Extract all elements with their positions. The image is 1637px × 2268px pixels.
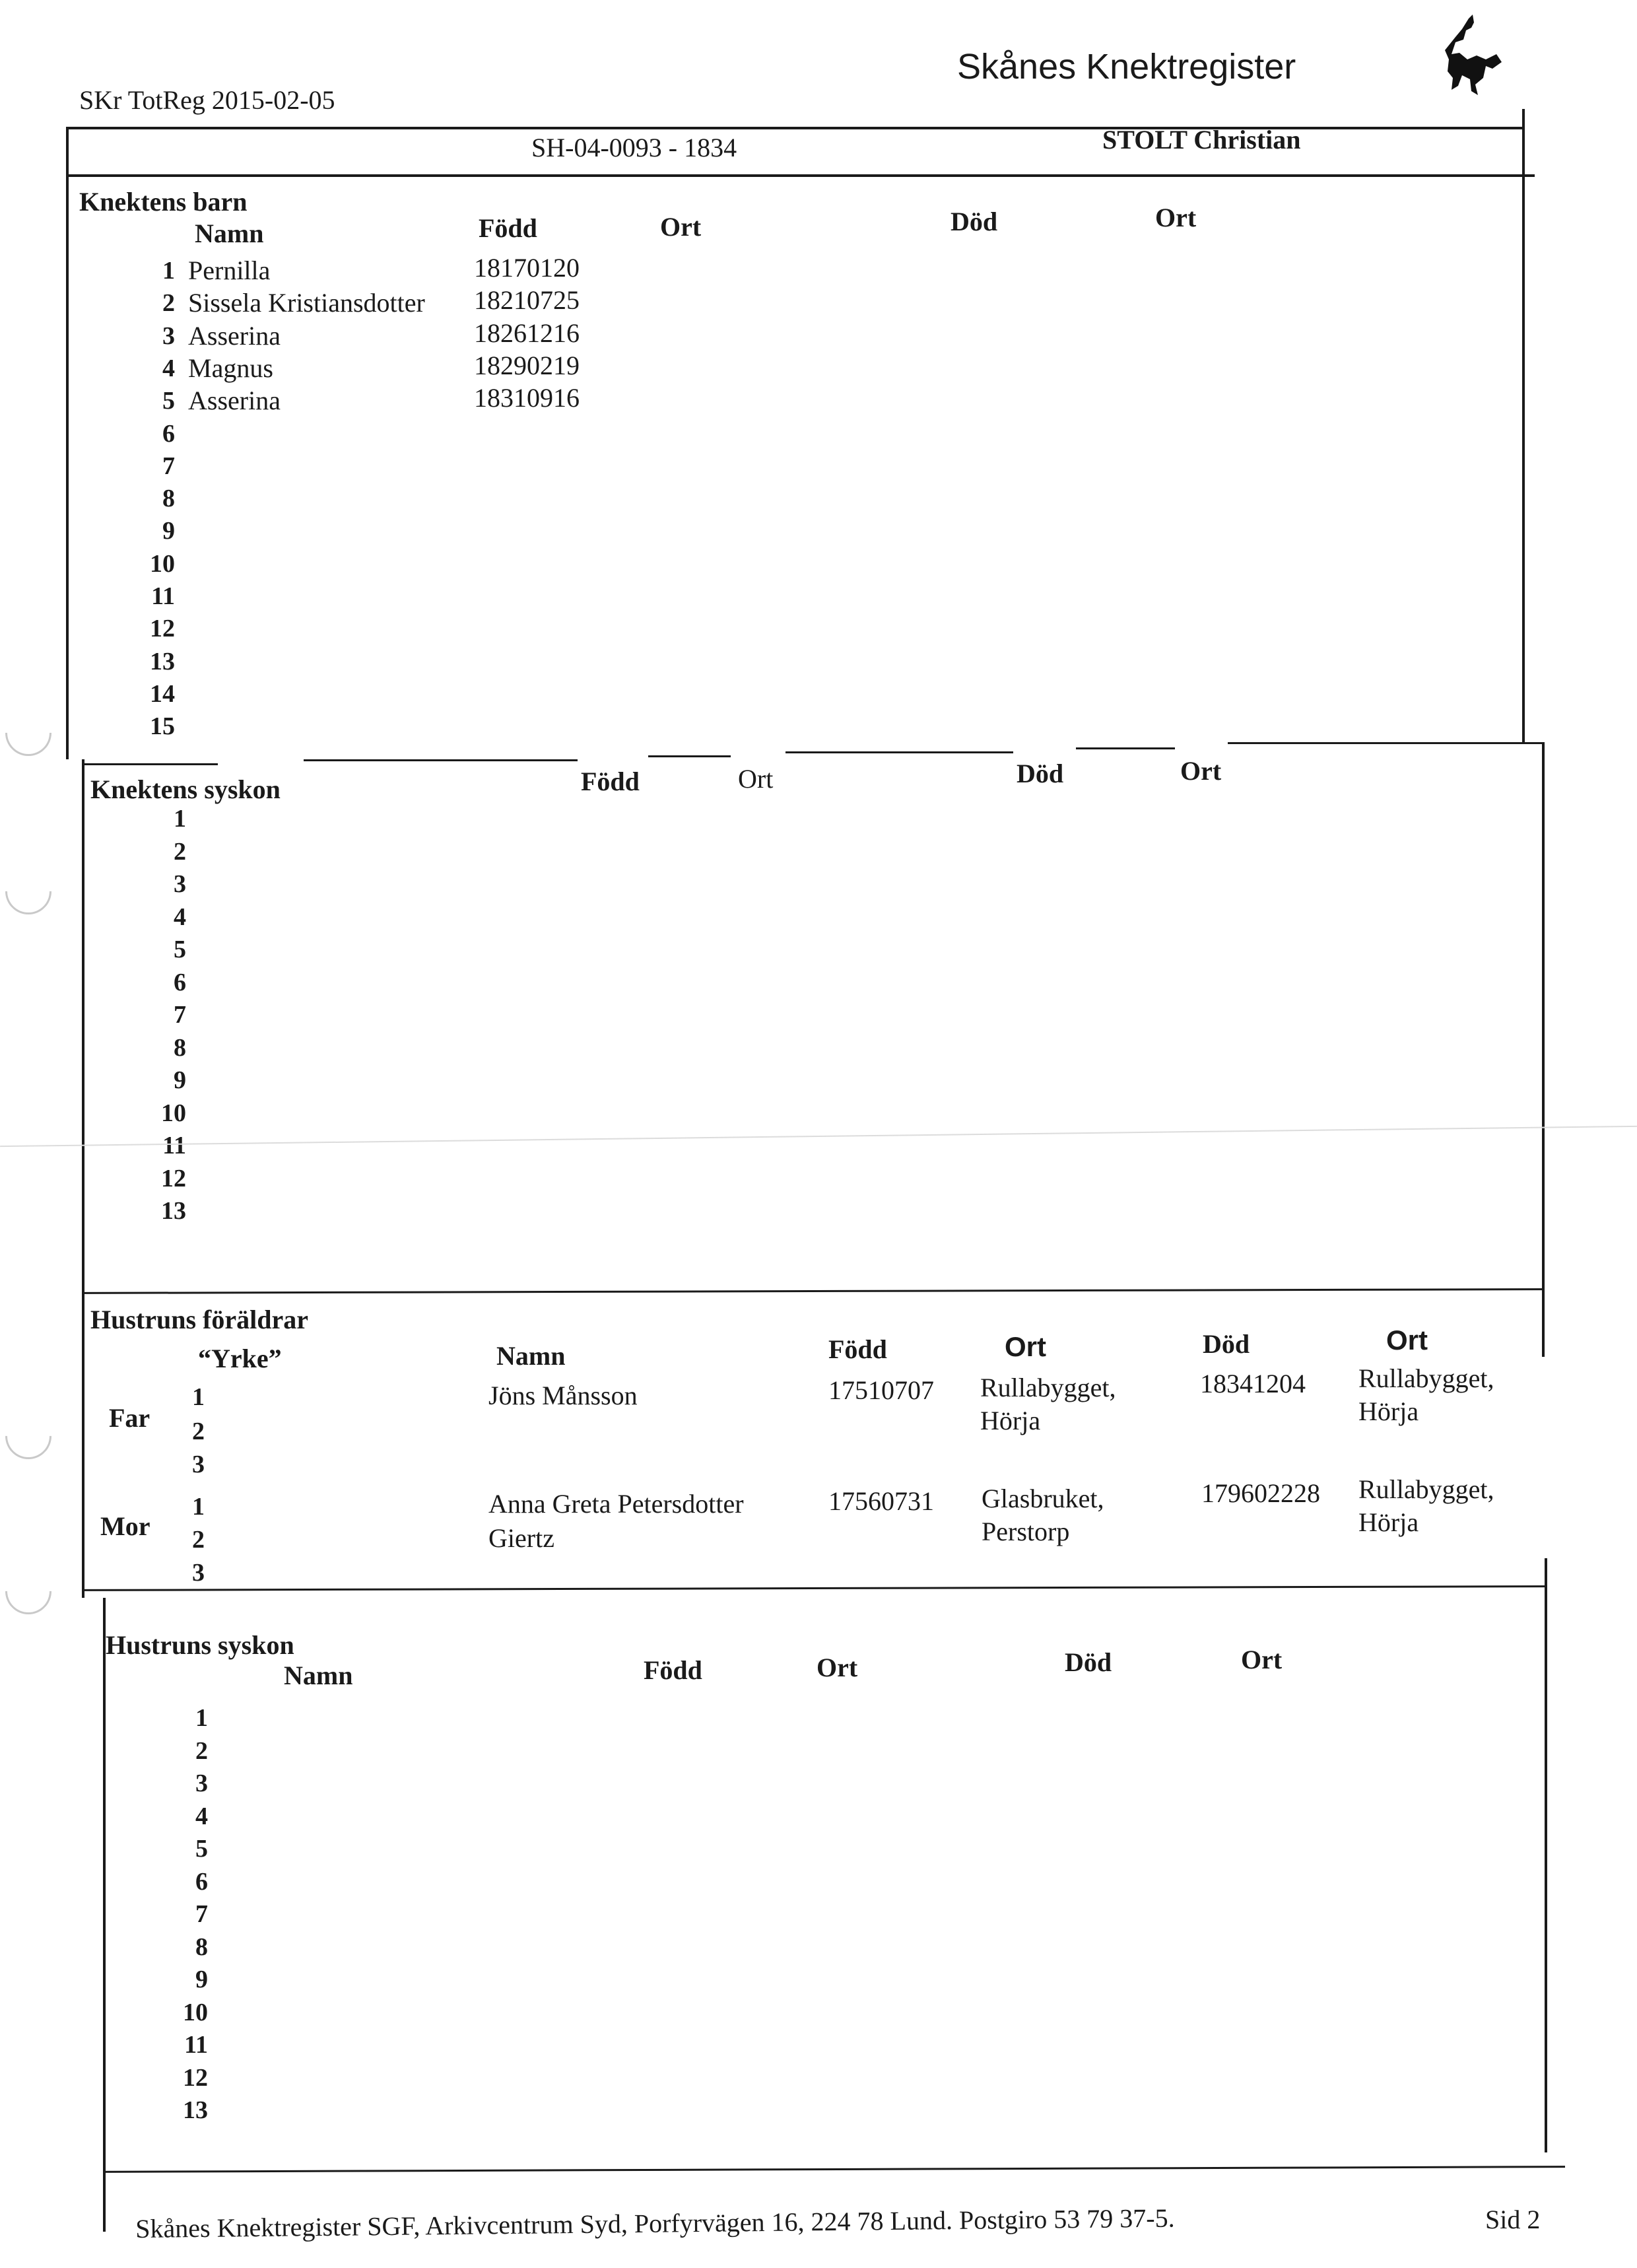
header-bottom-rule <box>66 174 1535 177</box>
punch-hole <box>0 1559 61 1624</box>
wife-sibling-number: 11 <box>184 2031 208 2059</box>
children-col-place: Ort <box>660 212 702 242</box>
child-number: 9 <box>162 517 175 545</box>
sibling-number: 11 <box>162 1132 186 1159</box>
sibling-number: 8 <box>174 1033 186 1062</box>
section-rule <box>785 751 1013 753</box>
mother-name-line-2: Giertz <box>488 1523 554 1553</box>
father-occ-2: 2 <box>192 1418 205 1445</box>
child-number: 14 <box>150 679 175 708</box>
mother-died-place-2: Hörja <box>1358 1507 1419 1537</box>
father-born-place-1: Rullabygget, <box>980 1373 1116 1402</box>
doc-reference: SKr TotReg 2015-02-05 <box>79 85 335 115</box>
children-section-title: Knektens barn <box>79 187 248 217</box>
child-number: 5 <box>162 387 175 415</box>
child-name: Sissela Kristiansdotter <box>188 288 425 318</box>
sibling-number: 7 <box>174 1001 186 1029</box>
frame-right-rule <box>1542 743 1545 1357</box>
sibling-number: 2 <box>174 837 186 866</box>
child-born: 18290219 <box>474 350 580 380</box>
child-born: 18170120 <box>474 253 580 283</box>
frame-left-rule <box>82 759 84 1598</box>
wife-sibling-number: 5 <box>195 1835 208 1863</box>
sibling-number: 12 <box>161 1164 186 1192</box>
child-number: 7 <box>162 452 175 480</box>
father-label: Far <box>109 1403 150 1433</box>
footer-rule <box>103 2166 1565 2173</box>
punch-hole <box>0 859 61 924</box>
siblings-col-place: Ort <box>738 764 774 794</box>
father-occ-1: 1 <box>192 1383 205 1411</box>
section-rule <box>1076 747 1175 749</box>
sibling-number: 3 <box>174 870 186 898</box>
mother-born-place-2: Perstorp <box>982 1517 1070 1546</box>
father-died-place-2: Hörja <box>1358 1396 1419 1426</box>
section-rule <box>1228 742 1545 744</box>
fold-crease <box>0 1126 1637 1147</box>
wife-sibling-number: 3 <box>195 1770 208 1797</box>
mother-occ-3: 3 <box>192 1559 205 1587</box>
child-number: 13 <box>150 647 175 675</box>
wife-sibling-number: 8 <box>195 1933 208 1961</box>
sibling-number: 6 <box>174 968 186 996</box>
child-number: 1 <box>162 257 175 285</box>
child-number: 8 <box>162 485 175 513</box>
frame-right-rule <box>1545 1558 1547 2152</box>
father-died: 18341204 <box>1200 1369 1306 1398</box>
father-born-place-2: Hörja <box>980 1406 1041 1435</box>
child-number: 12 <box>150 615 175 643</box>
child-born: 18310916 <box>474 383 580 413</box>
occupation-label: “Yrke” <box>198 1344 282 1373</box>
mother-born-place-1: Glasbruket, <box>982 1484 1104 1513</box>
child-number: 2 <box>162 289 175 318</box>
child-number: 3 <box>162 322 175 350</box>
wife-siblings-section-title: Hustruns syskon <box>106 1630 294 1660</box>
punch-hole <box>0 1404 61 1469</box>
sibling-number: 9 <box>174 1066 186 1094</box>
wife-siblings-col-place: Ort <box>817 1653 858 1682</box>
wife-sibling-number: 10 <box>183 1998 208 2026</box>
wife-parents-section-title: Hustruns föräldrar <box>90 1305 308 1334</box>
wife-sibling-number: 12 <box>183 2063 208 2092</box>
child-name: Pernilla <box>188 256 271 285</box>
soldier-id: SH-04-0093 - 1834 <box>531 133 737 162</box>
father-name: Jöns Månsson <box>488 1381 638 1410</box>
siblings-section-title: Knektens syskon <box>90 774 281 804</box>
child-number: 10 <box>150 549 175 578</box>
mother-name-line-1: Anna Greta Petersdotter <box>488 1489 744 1519</box>
footer-address: Skånes Knektregister SGF, Arkivcentrum Syd, Porfyrvägen 16, 224 78 Lund. Postgiro 53 79 37-5. <box>135 2203 1175 2244</box>
father-occ-3: 3 <box>192 1451 205 1478</box>
horse-rider-icon <box>1436 13 1508 99</box>
child-born: 18261216 <box>474 318 580 348</box>
section-rule <box>84 1288 1543 1294</box>
mother-born: 17560731 <box>828 1486 934 1516</box>
children-col-name: Namn <box>195 219 264 248</box>
mother-died: 179602228 <box>1201 1478 1320 1508</box>
child-born: 18210725 <box>474 285 580 316</box>
mother-occ-2: 2 <box>192 1526 205 1554</box>
sibling-number: 1 <box>174 805 186 833</box>
wife-siblings-col-died: Död <box>1065 1647 1112 1677</box>
wife-sibling-number: 13 <box>183 2096 208 2124</box>
punch-hole <box>0 701 61 766</box>
sibling-number: 10 <box>161 1099 186 1127</box>
parents-col-name: Namn <box>496 1341 566 1371</box>
father-died-place-1: Rullabygget, <box>1358 1363 1494 1393</box>
sibling-number: 13 <box>161 1197 186 1225</box>
wife-sibling-number: 2 <box>195 1736 208 1765</box>
soldier-name: STOLT Christian <box>1102 125 1301 155</box>
wife-sibling-number: 9 <box>195 1966 208 1993</box>
parents-col-born: Född <box>828 1334 887 1364</box>
wife-sibling-number: 6 <box>195 1867 208 1896</box>
children-col-place2: Ort <box>1155 203 1197 232</box>
wife-siblings-col-place2: Ort <box>1241 1645 1283 1674</box>
child-name: Asserina <box>188 320 281 351</box>
child-name: Magnus <box>188 353 273 383</box>
child-number: 15 <box>150 712 175 741</box>
parents-col-place: Ort <box>1005 1331 1046 1362</box>
mother-label: Mor <box>100 1511 150 1541</box>
frame-left-rule <box>66 129 69 759</box>
child-name: Asserina <box>188 386 281 416</box>
section-rule <box>84 1585 1547 1591</box>
frame-top-rule <box>66 127 1525 129</box>
siblings-col-born: Född <box>581 767 640 796</box>
parents-col-died: Död <box>1203 1329 1250 1359</box>
children-col-born: Född <box>479 213 537 243</box>
child-number: 11 <box>151 582 175 610</box>
wife-sibling-number: 7 <box>195 1900 208 1928</box>
children-col-died: Död <box>951 207 998 236</box>
wife-sibling-number: 4 <box>195 1802 208 1830</box>
sibling-number: 4 <box>174 903 186 931</box>
child-number: 4 <box>162 354 175 382</box>
frame-right-rule <box>1522 109 1525 743</box>
brand-title: Skånes Knektregister <box>957 47 1296 86</box>
parents-col-place2: Ort <box>1386 1324 1428 1356</box>
frame-left-rule <box>103 1598 106 2232</box>
wife-siblings-col-born: Född <box>644 1655 702 1685</box>
sibling-number: 5 <box>174 936 186 963</box>
father-born: 17510707 <box>828 1375 934 1405</box>
siblings-col-died: Död <box>1017 759 1064 788</box>
section-rule <box>83 763 218 765</box>
siblings-col-place2: Ort <box>1180 756 1222 786</box>
section-rule <box>648 755 731 757</box>
page-number: Sid 2 <box>1485 2205 1541 2234</box>
child-number: 6 <box>162 419 175 448</box>
section-rule <box>304 759 578 761</box>
mother-died-place-1: Rullabygget, <box>1358 1474 1494 1504</box>
wife-siblings-col-name: Namn <box>284 1661 353 1690</box>
mother-occ-1: 1 <box>192 1493 205 1521</box>
wife-sibling-number: 1 <box>195 1704 208 1732</box>
